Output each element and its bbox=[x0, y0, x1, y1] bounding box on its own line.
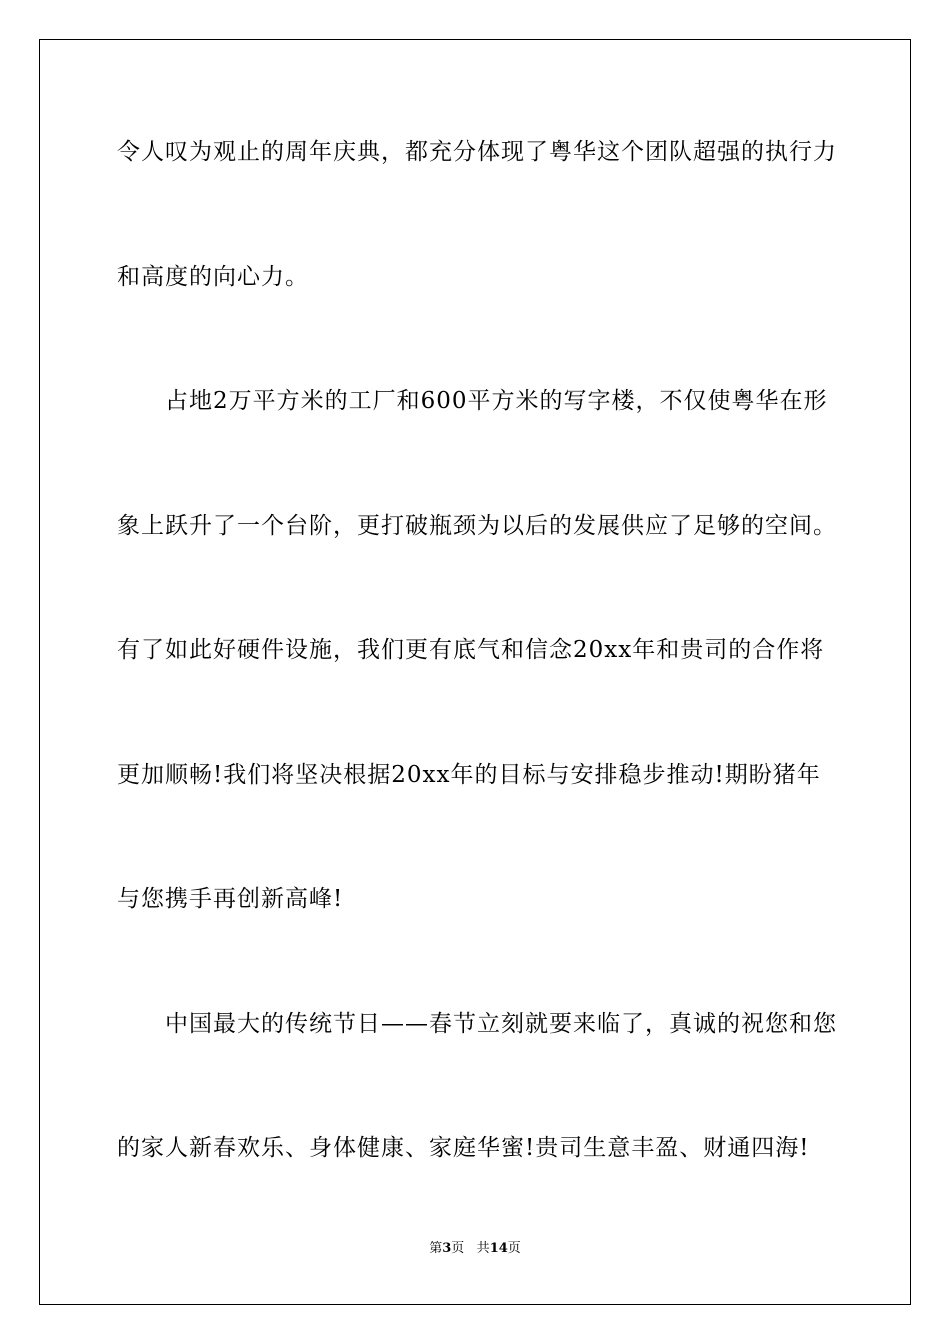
page-footer bbox=[0, 1240, 950, 1258]
page-total: 14 bbox=[489, 1241, 508, 1256]
paragraph-line-2: 和高度的向心力。 bbox=[117, 264, 309, 290]
page-suffix: 页 bbox=[451, 1241, 465, 1256]
paragraph-line-1: 令人叹为观止的周年庆典，都充分体现了粤华这个团队超强的执行力 bbox=[117, 139, 837, 165]
total-suffix: 页 bbox=[507, 1241, 521, 1256]
page-border bbox=[39, 39, 911, 1305]
page-current: 3 bbox=[442, 1241, 452, 1256]
page-prefix: 第 bbox=[429, 1241, 443, 1256]
paragraph-line-5: 有了如此好硬件设施，我们更有底气和信念20xx年和贵司的合作将 bbox=[117, 637, 825, 663]
paragraph-line-6: 更加顺畅!我们将坚决根据20xx年的目标与安排稳步推动!期盼猪年 bbox=[117, 762, 821, 788]
paragraph-line-7: 与您携手再创新高峰! bbox=[117, 886, 344, 912]
paragraph-line-9: 的家人新春欢乐、身体健康、家庭华蜜!贵司生意丰盈、财通四海! bbox=[117, 1135, 810, 1161]
paragraph-line-3: 占地2万平方米的工厂和600平方米的写字楼，不仅使粤华在形 bbox=[165, 388, 828, 414]
paragraph-line-8: 中国最大的传统节日——春节立刻就要来临了，真诚的祝您和您 bbox=[165, 1011, 837, 1037]
total-prefix: 共 bbox=[476, 1241, 490, 1256]
paragraph-line-4: 象上跃升了一个台阶，更打破瓶颈为以后的发展供应了足够的空间。 bbox=[117, 513, 837, 539]
